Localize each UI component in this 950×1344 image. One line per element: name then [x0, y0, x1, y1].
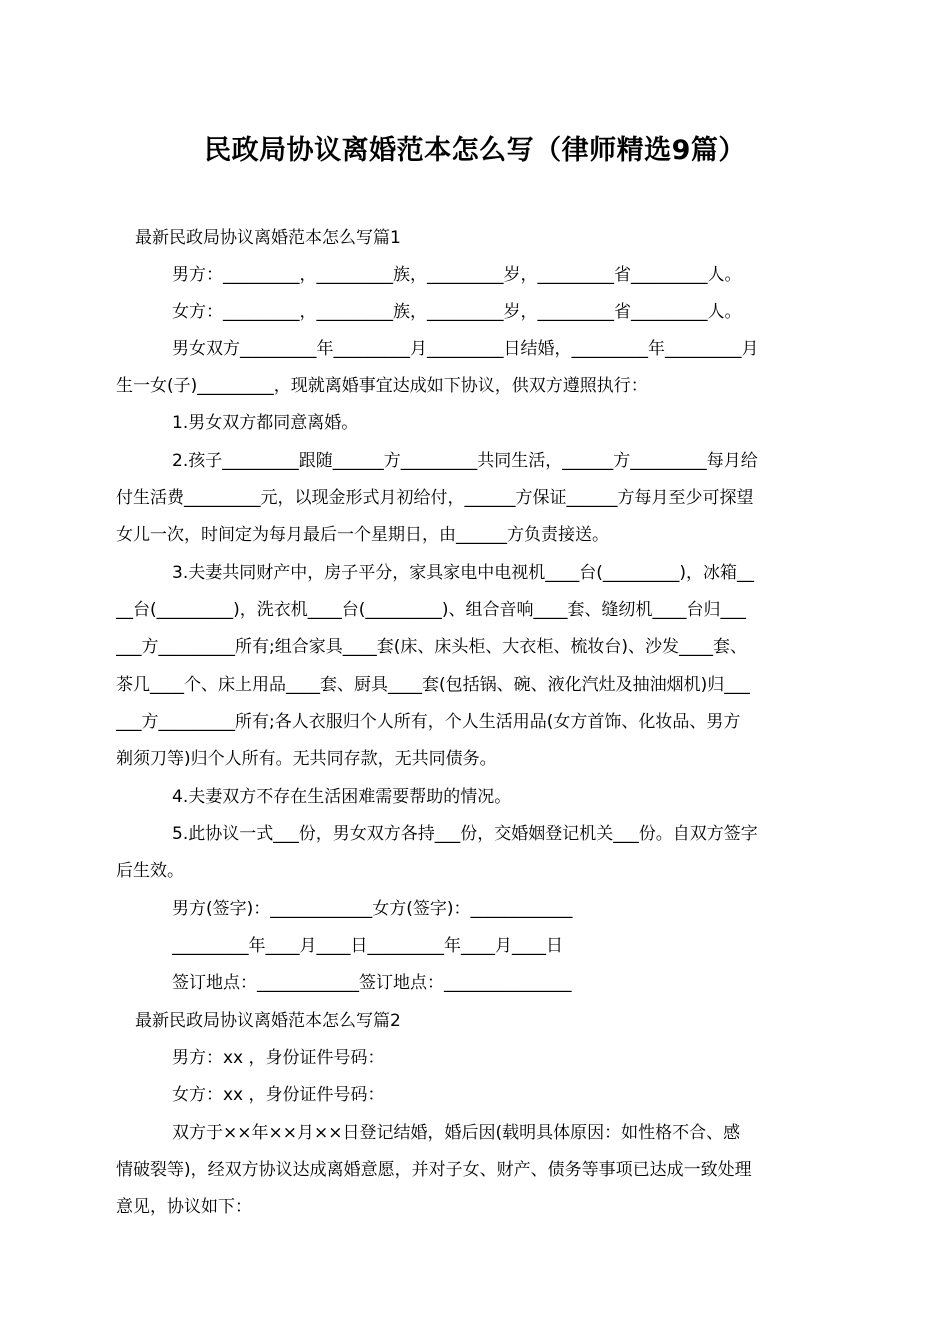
paragraph-line: 茶几____个、床上用品____套、厨具____套(包括锅、碗、液化汽灶及抽油烟机)归___: [116, 675, 750, 695]
paragraph-line: 4.夫妻双方不存在生活困难需要帮助的情况。: [172, 787, 512, 807]
paragraph-line: 男方：_________，_________族，_________岁，_________省_________人。: [172, 265, 742, 285]
paragraph-line: 男女双方_________年_________月_________日结婚，_________年_________月: [172, 339, 759, 359]
paragraph-line: 女方：xx ，身份证件号码：: [172, 1085, 385, 1105]
paragraph-line: __台(_________)，洗衣机____台(_________)、组合音响____套、缝纫机____台归___: [116, 600, 747, 620]
paragraph-line: ___方_________所有;组合家具____套(床、床头柜、大衣柜、梳妆台)、沙发____套、: [116, 637, 747, 657]
paragraph-line: 3.夫妻共同财产中，房子平分，家具家电中电视机____台(_________)，冰箱__: [172, 563, 754, 583]
paragraph-line: 女儿一次，时间定为每月最后一个星期日，由______方负责接送。: [116, 525, 609, 545]
paragraph-line: 剃须刀等)归个人所有。无共同存款，无共同债务。: [116, 749, 497, 769]
paragraph-line: 意见，协议如下：: [116, 1197, 252, 1217]
paragraph-line: 付生活费_________元，以现金形式月初给付，______方保证______方每月至少可探望: [116, 488, 754, 508]
date-line: _________年____月____日_________年____月____日: [172, 936, 563, 956]
paragraph-line: 5.此协议一式___份，男女双方各持___份，交婚姻登记机关___份。自双方签字: [172, 824, 758, 844]
location-line: 签订地点：____________签订地点：_______________: [172, 973, 572, 993]
signature-line: 男方(签字)：____________女方(签字)：____________: [172, 899, 573, 919]
paragraph-line: ___方_________所有;各人衣服归个人所有，个人生活用品(女方首饰、化妆品、男方: [116, 712, 741, 732]
paragraph-line: 生一女(子)_________，现就离婚事宜达成如下协议，供双方遵照执行：: [116, 376, 648, 396]
paragraph-line: 1.男女双方都同意离婚。: [172, 413, 359, 433]
paragraph-line: 后生效。: [116, 861, 184, 881]
document-title: 民政局协议离婚范本怎么写（律师精选9篇）: [204, 135, 746, 166]
section-heading-2: 最新民政局协议离婚范本怎么写篇2: [135, 1011, 401, 1031]
paragraph-line: 2.孩子_________跟随______方_________共同生活，______方_________每月给: [172, 451, 758, 471]
paragraph-line: 双方于××年××月××日登记结婚，婚后因(载明具体原因：如性格不合、感: [172, 1123, 741, 1143]
paragraph-line: 女方：_________，_________族，_________岁，_________省_________人。: [172, 302, 742, 322]
paragraph-line: 情破裂等)，经双方协议达成离婚意愿，并对子女、财产、债务等事项已达成一致处理: [116, 1160, 752, 1180]
section-heading-1: 最新民政局协议离婚范本怎么写篇1: [135, 228, 401, 248]
paragraph-line: 男方：xx ，身份证件号码：: [172, 1048, 385, 1068]
